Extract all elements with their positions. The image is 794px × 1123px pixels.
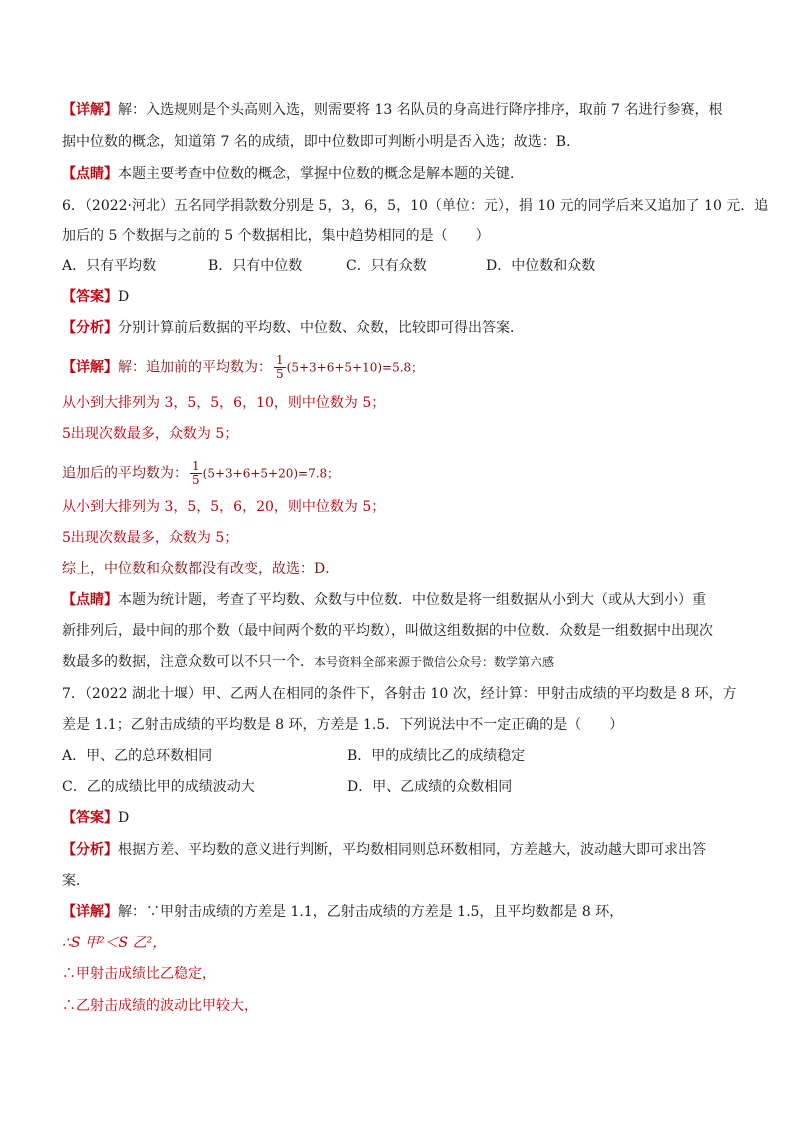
q6-mean-after: 追加后的平均数为： $\frac{1}{5}$ (5+3+6+5+20)=7.8； — [62, 459, 340, 487]
q7-option-c: C．乙的成绩比甲的成绩波动大 — [62, 779, 255, 795]
q7-detail-line-1: 【详解】解：∵甲射击成绩的方差是 1.1，乙射击成绩的方差是 1.5，且平均数都是 8 环， — [62, 904, 624, 920]
q6-option-b: B．只有中位数 — [208, 258, 303, 274]
q7-answer: 【答案】D — [62, 810, 130, 826]
q6-option-a: A．只有平均数 — [62, 258, 157, 274]
q7-option-d: D．甲、乙成绩的众数相同 — [347, 779, 513, 795]
q7-stem-line-2: 差是 1.1；乙射击成绩的平均数是 8 环，方差是 1.5．下列说法中不一定正确的是（ ） — [62, 717, 624, 733]
prev-detail-line-1: 【详解】解：入选规则是个头高则入选，则需要将 13 名队员的身高进行降序排序，取前 7 名进行参赛，根 — [62, 102, 723, 118]
comment-tag: 【点睛】 — [62, 592, 118, 608]
q7-option-a: A．甲、乙的总环数相同 — [62, 748, 213, 764]
analysis-tag: 【分析】 — [62, 320, 118, 336]
fraction-one-fifth: $\frac{1}{5}$ — [192, 459, 200, 487]
q6-detail-mean-before: 【详解】解：追加前的平均数为： $\frac{1}{5}$ (5+3+6+5+10)=5.8； — [62, 353, 424, 381]
source-note: 本号资料全部来源于微信公众号：数学第六感 — [314, 655, 555, 669]
q7-stem-line-1: 7．（2022 湖北十堰）甲、乙两人在相同的条件下，各射击 10 次，经计算：甲射击成绩的平均数是 8 环，方 — [62, 686, 737, 702]
q7-analysis-line-1: 【分析】根据方差、平均数的意义进行判断，平均数相同则总环数相同，方差越大，波动越大即可求出答 — [62, 842, 706, 858]
q6-sort-before: 从小到大排列为 3，5，5，6，10，则中位数为 5； — [62, 395, 386, 411]
q7-analysis-line-2: 案． — [62, 873, 90, 889]
q6-comment-line-3: 数最多的数据，注意众数可以不只一个．本号资料全部来源于微信公众号：数学第六感 — [62, 654, 555, 670]
q6-mode-after: 5出现次数最多，众数为 5； — [62, 530, 239, 546]
q6-mode-before: 5出现次数最多，众数为 5； — [62, 426, 239, 442]
q6-answer: 【答案】D — [62, 289, 130, 305]
q6-sort-after: 从小到大排列为 3，5，5，6，20，则中位数为 5； — [62, 499, 386, 515]
q7-detail-line-3: ∴甲射击成绩比乙稳定， — [62, 966, 216, 982]
q6-analysis: 【分析】分别计算前后数据的平均数、中位数、众数，比较即可得出答案． — [62, 320, 524, 336]
q7-option-b: B．甲的成绩比乙的成绩稳定 — [347, 748, 526, 764]
fraction-one-fifth: $\frac{1}{5}$ — [276, 353, 284, 381]
q6-comment-line-1: 【点睛】本题为统计题，考查了平均数、众数与中位数．中位数是将一组数据从小到大（或从大到小）重 — [62, 592, 706, 608]
detail-tag: 【详解】 — [62, 904, 118, 920]
detail-tag: 【详解】 — [62, 102, 118, 118]
detail-tag: 【详解】 — [62, 359, 118, 376]
q7-detail-line-4: ∴乙射击成绩的波动比甲较大， — [62, 998, 258, 1014]
q6-stem-line-1: 6．（2022·河北）五名同学捐款数分别是 5，3，6，5，10（单位：元），捐 10 元的同学后来又追加了 10 元．追 — [62, 198, 769, 214]
comment-tag: 【点睛】 — [62, 166, 118, 182]
q7-detail-line-2: ∴S 甲²＜S 乙²， — [62, 935, 167, 951]
q6-comment-line-2: 新排列后，最中间的那个数（最中间两个数的平均数），叫做这组数据的中位数．众数是一组数据中出现次 — [62, 623, 713, 639]
q6-conclusion: 综上，中位数和众数都没有改变，故选：D． — [62, 561, 340, 577]
prev-detail-line-2: 据中位数的概念，知道第 7 名的成绩，即中位数即可判断小明是否入选；故选：B． — [62, 134, 581, 150]
answer-tag: 【答案】 — [62, 289, 118, 305]
q6-option-d: D．中位数和众数 — [486, 258, 596, 274]
prev-comment: 【点睛】本题主要考查中位数的概念，掌握中位数的概念是解本题的关键． — [62, 166, 524, 182]
answer-tag: 【答案】 — [62, 810, 118, 826]
analysis-tag: 【分析】 — [62, 842, 118, 858]
q6-option-c: C．只有众数 — [346, 258, 427, 274]
q6-stem-line-2: 加后的 5 个数据与之前的 5 个数据相比，集中趋势相同的是（ ） — [62, 228, 490, 244]
